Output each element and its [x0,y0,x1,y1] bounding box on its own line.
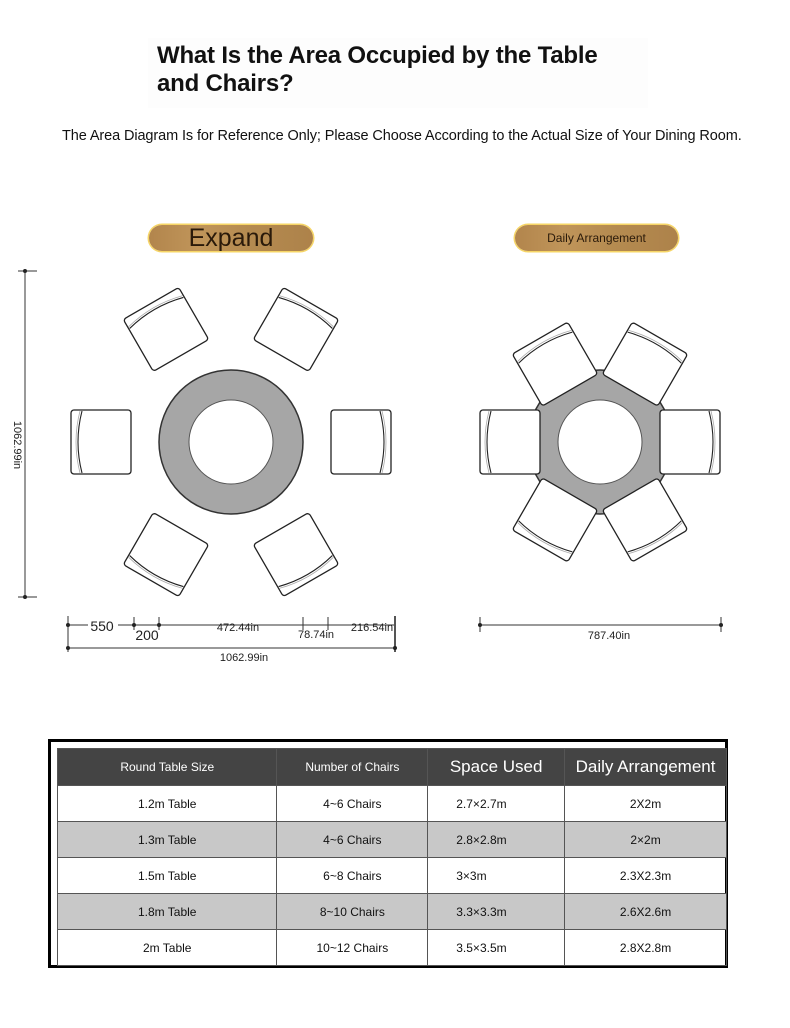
header-daily-arrangement: Daily Arrangement [565,749,727,786]
daily-arrangement-cell: 2X2m [565,786,727,822]
space-used-cell: 3.5×3.5m [428,930,565,966]
segment-label-5: 216.54in [350,622,394,634]
space-used-cell: 3×3m [428,858,565,894]
header-space-used: Space Used [428,749,565,786]
table-size-cell: 1.5m Table [58,858,277,894]
space-used-cell: 2.7×2.7m [428,786,565,822]
segment-label-1: 550 [90,618,114,634]
table-row [58,822,727,858]
chairs-cell: 4~6 Chairs [277,786,428,822]
daily-arrangement-cell: 2.3X2.3m [565,858,727,894]
segment-label-3: 472.44in [216,622,260,634]
chairs-cell: 8~10 Chairs [277,894,428,930]
daily-width-dimension [478,617,723,642]
daily-width-label: 787.40in [587,630,631,642]
chairs-cell: 10~12 Chairs [277,930,428,966]
table-size-cell: 1.3m Table [58,822,277,858]
total-width-dimension [66,646,397,664]
daily-arrangement-label: Daily Arrangement [547,231,646,245]
table-row [58,858,727,894]
expand-table [159,370,303,514]
size-table [57,748,727,966]
expand-layout [11,269,397,664]
expand-chair-icon [253,287,338,371]
expand-chair-icon [71,410,131,474]
header-round-table-size: Round Table Size [58,749,277,786]
chairs-cell: 6~8 Chairs [277,858,428,894]
vertical-dimension [11,269,37,599]
expand-label: Expand [188,223,274,252]
expand-chair-icon [123,513,208,597]
vertical-dimension-label: 1062.99in [11,420,23,470]
expand-chair-icon [123,287,208,371]
size-table-header [58,749,727,786]
segment-label-4: 78.74in [297,629,335,641]
size-table-frame [48,739,728,968]
daily-arrangement-cell: 2.8X2.8m [565,930,727,966]
table-row [58,930,727,966]
reference-note: The Area Diagram Is for Reference Only; Please Choose According to the Actual Size of Your Dining Room. [62,128,742,144]
expand-chair-icon [253,513,338,597]
segment-label-2: 200 [135,627,159,643]
daily-layout [478,322,723,642]
daily-chair-icon [660,410,720,474]
space-used-cell: 3.3×3.3m [428,894,565,930]
table-size-cell: 1.8m Table [58,894,277,930]
daily-arrangement-cell: 2.6X2.6m [565,894,727,930]
total-width-label: 1062.99in [219,652,269,664]
table-row [58,894,727,930]
daily-chair-icon [480,410,540,474]
daily-arrangement-cell: 2×2m [565,822,727,858]
segment-dimensions [66,616,395,652]
expand-chair-icon [331,410,391,474]
chairs-cell: 4~6 Chairs [277,822,428,858]
header-number-of-chairs: Number of Chairs [277,749,428,786]
title-line-1: What Is the Area Occupied by the Table [157,42,598,69]
table-size-cell: 1.2m Table [58,786,277,822]
space-used-cell: 2.8×2.8m [428,822,565,858]
table-size-cell: 2m Table [58,930,277,966]
title-line-2: and Chairs? [157,70,294,97]
table-row [58,786,727,822]
